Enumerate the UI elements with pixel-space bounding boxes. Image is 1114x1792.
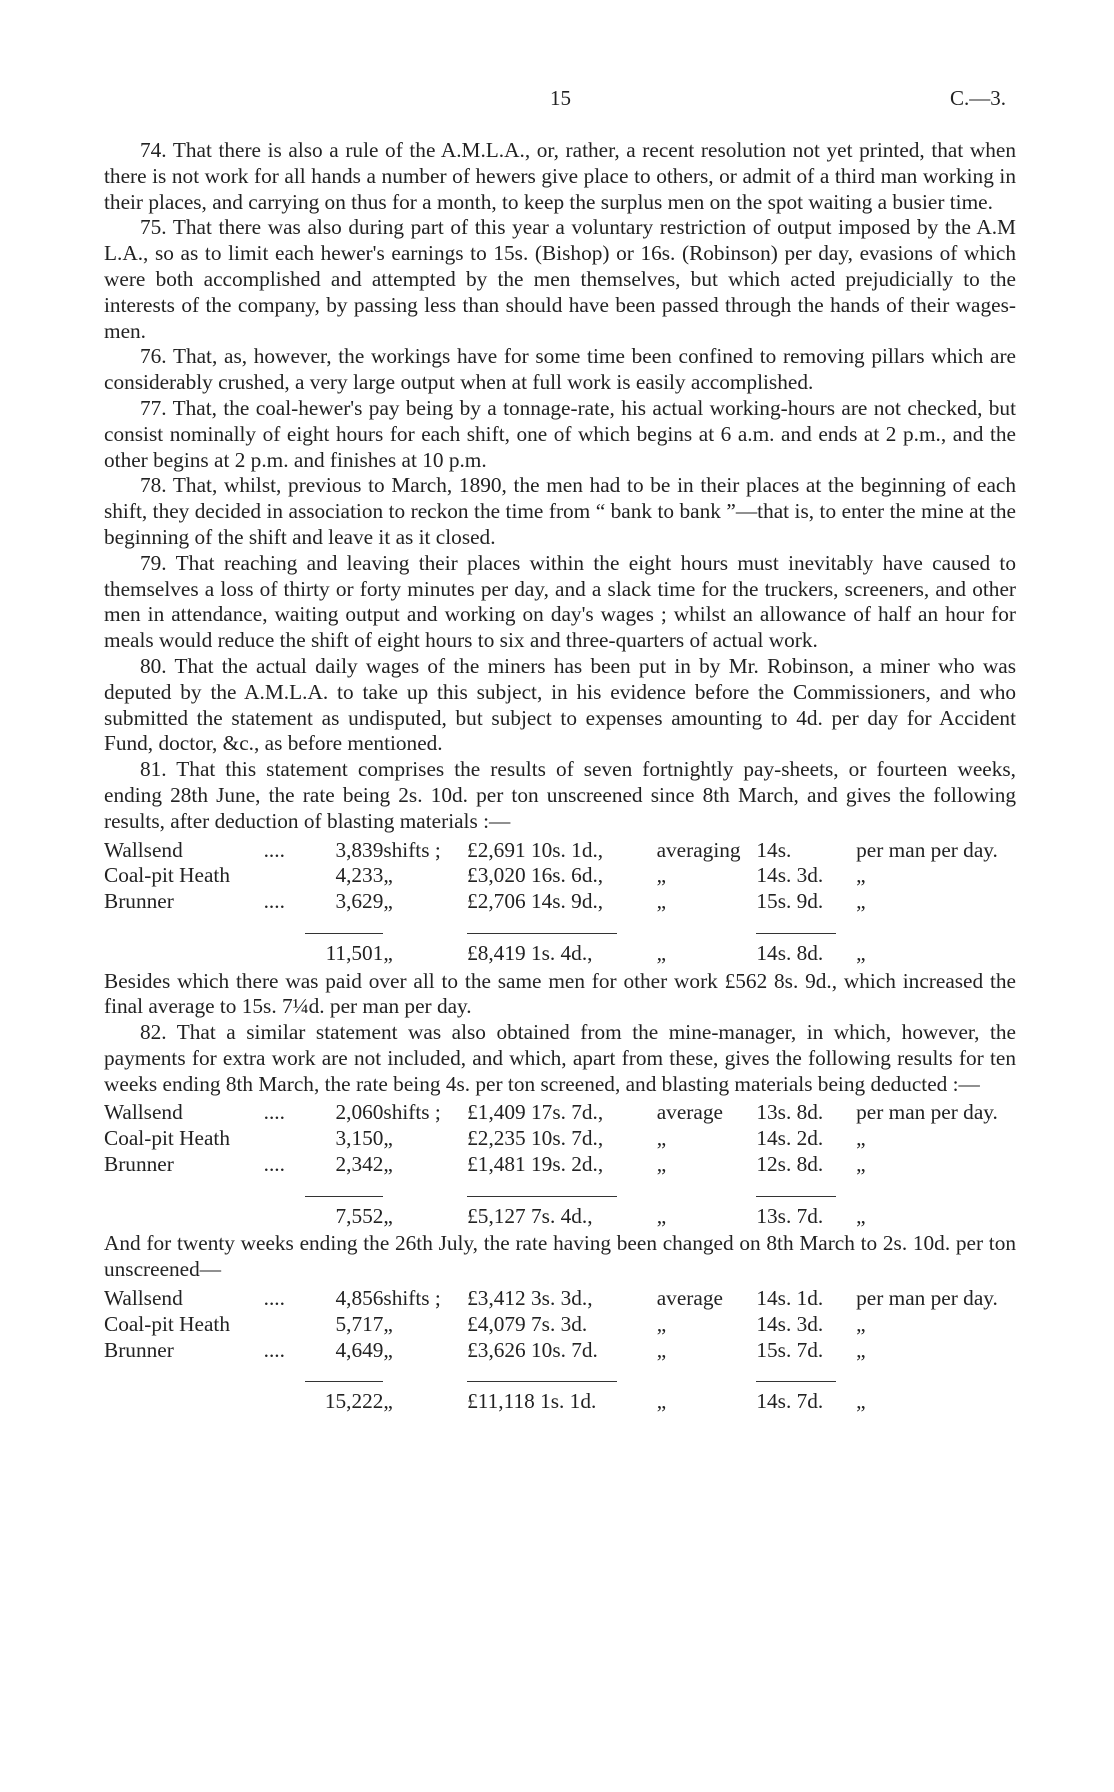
total-rule-row (104, 915, 1016, 941)
divider (756, 1196, 836, 1197)
total-shifts: 11,501 (325, 940, 384, 965)
divider (756, 933, 836, 934)
document-reference: C.—3. (950, 86, 1007, 110)
paragraph-75: 75. That there was also during part of this year a voluntary restriction of output imposed by the A.M L.A., so as to limit each hewer's earnings to 15s. (Bishop) or 16s. (Robinson) per day, evasions of which were both accomplished and attempted by the men themselves, but which acted prejudicially to the interests of the company, by passing less than should have been passed through the hands of their wages-men. (104, 215, 1016, 343)
leader-dots: .... (263, 1100, 285, 1125)
colliery-name: Brunner (104, 1152, 174, 1177)
paragraph-82: 82. That a similar statement was also obtained from the mine-manager, in which, however, the payments for extra work are not included, and which, apart from these, gives the following results for ten weeks ending 8th March, the rate being 4s. per ton screened, and blasting materials being deducted :— (104, 1020, 1016, 1096)
shift-count: 3,150 (335, 1126, 384, 1151)
rate-unit: „ (856, 1203, 866, 1228)
total-rate: 14s. 7d. (756, 1389, 824, 1414)
shift-unit: shifts ; (383, 1100, 441, 1125)
colliery-name: Coal-pit Heath (104, 1126, 230, 1151)
wages-amount: £3,020 16s. 6d., (467, 863, 604, 888)
rate-unit: „ (856, 889, 866, 914)
total-rate: 14s. 8d. (756, 940, 824, 965)
daily-rate: 15s. 7d. (756, 1337, 824, 1362)
average-label: average (656, 1100, 723, 1125)
daily-rate: 14s. 1d. (756, 1286, 824, 1311)
colliery-name: Coal-pit Heath (104, 1311, 230, 1336)
shift-count: 5,717 (335, 1311, 384, 1336)
shift-count: 2,060 (335, 1100, 384, 1125)
total-shifts: 7,552 (335, 1203, 384, 1228)
total-rule-row (104, 1178, 1016, 1204)
table-row (104, 863, 1016, 889)
wages-amount: £2,691 10s. 1d., (467, 837, 604, 862)
shift-count: 4,856 (335, 1286, 384, 1311)
rate-unit: „ (856, 940, 866, 965)
paragraph-extra-work: Besides which there was paid over all to the same men for other work £562 8s. 9d., which increased the final average to 15s. 7¼d. per man per day. (104, 968, 1016, 1019)
rate-unit: „ (856, 863, 866, 888)
shift-unit: „ (383, 1389, 393, 1414)
total-row (104, 1204, 1016, 1230)
shift-unit: „ (383, 940, 393, 965)
colliery-name: Wallsend (104, 1286, 183, 1311)
total-row (104, 941, 1016, 967)
paragraph-79: 79. That reaching and leaving their places within the eight hours must inevitably have caused to themselves a loss of thirty or forty minutes per day, and a slack time for the truckers, screeners, and other men in attendance, waiting output and working on day's wages ; whilst an allowance of half an hour for meals would reduce the shift of eight hours to six and three-quarters of actual work. (104, 550, 1016, 653)
leader-dots: .... (263, 889, 285, 914)
shift-count: 3,839 (335, 837, 384, 862)
total-wages: £8,419 1s. 4d., (467, 940, 593, 965)
average-label: „ (656, 1203, 667, 1228)
wages-amount: £3,412 3s. 3d., (467, 1286, 593, 1311)
paragraph-80: 80. That the actual daily wages of the miners has been put in by Mr. Robinson, a miner who was deputed by the A.M.L.A. to take up this subject, in his evidence before the Commissioners, and who submitted the statement as undisputed, but subject to expenses amounting to 4d. per day for Accident Fund, doctor, &c., as before mentioned. (104, 653, 1016, 756)
shift-count: 3,629 (335, 889, 384, 914)
paragraph-77: 77. That, the coal-hewer's pay being by a tonnage-rate, his actual working-hours are not checked, but consist nominally of eight hours for each shift, one of which begins at 6 a.m. and ends at 2 p.m., and the other begins at 2 p.m. and finishes at 10 p.m. (104, 395, 1016, 472)
daily-rate: 14s. (756, 837, 792, 862)
table-row (104, 1338, 1016, 1364)
leader-dots (264, 863, 306, 889)
shift-unit: „ (383, 889, 393, 914)
wages-amount: £2,706 14s. 9d., (467, 889, 604, 914)
rate-unit: per man per day. (856, 1100, 998, 1125)
wages-amount: £1,481 19s. 2d., (467, 1152, 604, 1177)
wages-amount: £2,235 10s. 7d., (467, 1126, 604, 1151)
table-row (104, 889, 1016, 915)
divider (467, 1381, 617, 1382)
rate-unit: „ (856, 1337, 866, 1362)
total-rate: 13s. 7d. (756, 1203, 824, 1228)
divider (305, 1381, 383, 1382)
rate-unit: per man per day. (856, 837, 998, 862)
average-label: averaging (656, 837, 741, 862)
colliery-name: Brunner (104, 889, 174, 914)
document-body (104, 138, 1016, 1417)
wages-table-twenty-weeks (104, 1286, 1016, 1415)
daily-rate: 13s. 8d. (756, 1100, 824, 1125)
table-row (104, 1286, 1016, 1312)
paragraph-twenty-weeks: And for twenty weeks ending the 26th July, the rate having been changed on 8th March to 2s. 10d. per ton unscreened— (104, 1231, 1016, 1282)
daily-rate: 12s. 8d. (756, 1152, 824, 1177)
shift-count: 4,649 (335, 1337, 384, 1362)
daily-rate: 14s. 3d. (756, 1311, 824, 1336)
divider (756, 1381, 836, 1382)
rate-unit: per man per day. (856, 1286, 998, 1311)
total-rule-row (104, 1363, 1016, 1389)
shift-unit: „ (383, 1152, 393, 1177)
divider (467, 933, 617, 934)
average-label: „ (656, 1311, 667, 1336)
total-shifts: 15,222 (324, 1389, 384, 1414)
colliery-name: Wallsend (104, 837, 183, 862)
average-label: „ (656, 940, 667, 965)
rate-unit: „ (856, 1152, 866, 1177)
average-label: „ (656, 1126, 667, 1151)
average-label: average (656, 1286, 723, 1311)
paragraph-78: 78. That, whilst, previous to March, 1890, the men had to be in their places at the beginning of each shift, they decided in association to reckon the time from “ bank to bank ”—that is, to enter the mine at the beginning of the shift and leave it as it closed. (104, 473, 1016, 549)
colliery-name: Coal-pit Heath (104, 863, 230, 888)
divider (305, 1196, 383, 1197)
shift-count: 2,342 (335, 1152, 384, 1177)
paragraph-74: 74. That there is also a rule of the A.M.L.A., or, rather, a recent resolution not yet printed, that when there is not work for all hands a number of hewers give place to others, or admit of a third man working in their places, and carrying on thus for a month, to keep the surplus men on the spot waiting a busier time. (104, 138, 1016, 214)
leader-dots: .... (263, 1152, 285, 1177)
average-label: „ (656, 863, 667, 888)
wages-amount: £1,409 17s. 7d., (467, 1100, 604, 1125)
colliery-name: Brunner (104, 1337, 174, 1362)
leader-dots: .... (263, 1286, 285, 1311)
leader-dots: .... (263, 1337, 285, 1362)
leader-dots: .... (263, 837, 285, 862)
table-row (104, 1312, 1016, 1338)
daily-rate: 14s. 3d. (756, 863, 824, 888)
leader-dots (264, 1312, 306, 1338)
total-row (104, 1389, 1016, 1415)
total-wages: £5,127 7s. 4d., (467, 1203, 593, 1228)
wages-amount: £3,626 10s. 7d. (467, 1337, 598, 1362)
table-row (104, 838, 1016, 864)
shift-unit: „ (383, 863, 393, 888)
average-label: „ (656, 1389, 667, 1414)
page-number: 15 (550, 86, 571, 110)
daily-rate: 15s. 9d. (756, 889, 824, 914)
paragraph-81: 81. That this statement comprises the results of seven fortnightly pay-sheets, or fourteen weeks, ending 28th June, the rate being 2s. 10d. per ton unscreened since 8th March, and gives the following results, after deduction of blasting materials :— (104, 757, 1016, 833)
average-label: „ (656, 889, 667, 914)
leader-dots (264, 1126, 306, 1152)
shift-count: 4,233 (335, 863, 384, 888)
shift-unit: shifts ; (383, 1286, 441, 1311)
shift-unit: „ (383, 1203, 393, 1228)
table-row (104, 1100, 1016, 1126)
paragraph-76: 76. That, as, however, the workings have for some time been confined to removing pillars which are considerably crushed, a very large output when at full work is easily accomplished. (104, 344, 1016, 395)
average-label: „ (656, 1337, 667, 1362)
daily-rate: 14s. 2d. (756, 1126, 824, 1151)
shift-unit: „ (383, 1337, 393, 1362)
average-label: „ (656, 1152, 667, 1177)
colliery-name: Wallsend (104, 1100, 183, 1125)
shift-unit: „ (383, 1311, 393, 1336)
rate-unit: „ (856, 1389, 866, 1414)
rate-unit: „ (856, 1126, 866, 1151)
divider (467, 1196, 617, 1197)
shift-unit: shifts ; (383, 837, 441, 862)
total-wages: £11,118 1s. 1d. (467, 1389, 597, 1414)
wages-amount: £4,079 7s. 3d. (467, 1311, 588, 1336)
wages-table-ten-weeks (104, 1100, 1016, 1229)
divider (305, 933, 383, 934)
wages-table-fourteen-weeks (104, 838, 1016, 967)
rate-unit: „ (856, 1311, 866, 1336)
table-row (104, 1152, 1016, 1178)
table-row (104, 1126, 1016, 1152)
shift-unit: „ (383, 1126, 393, 1151)
